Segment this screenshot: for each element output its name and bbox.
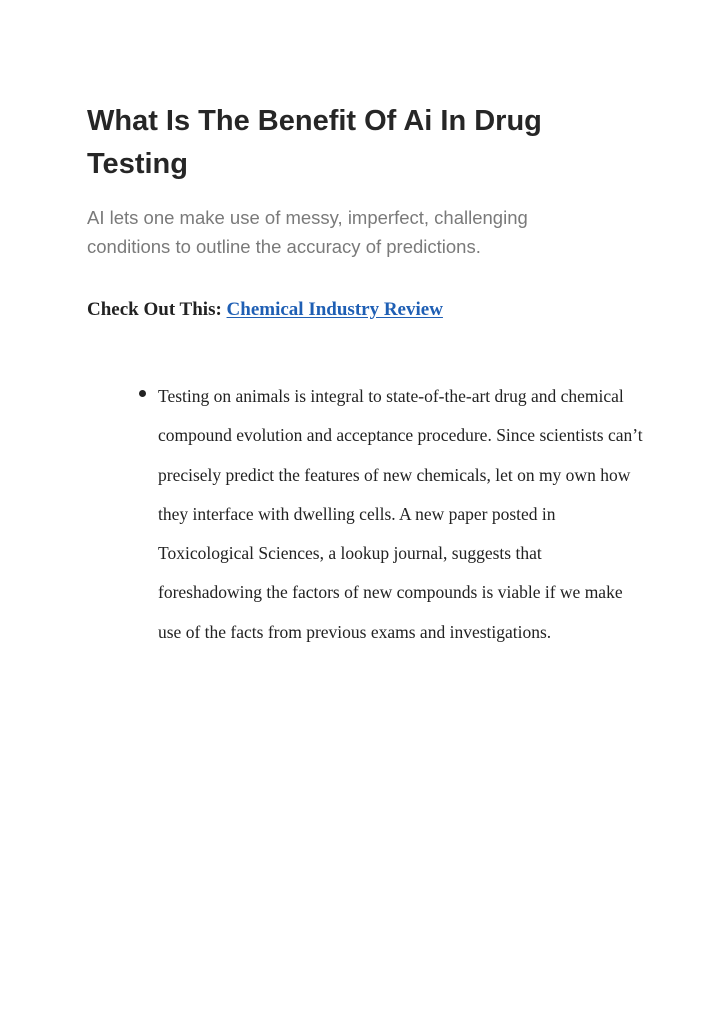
bullet-icon <box>139 390 146 397</box>
bullet-text: Testing on animals is integral to state-of-the-art drug and chemical compound evolution and acceptance procedure. Since scientists can’t precisely predict the features of new chemicals, let on my own how they interface with dwelling cells. A new paper posted in Toxicological Sciences, a lookup journal, suggests that foreshadowing the factors of new compounds is viable if we make use of the facts from previous exams and investigations. <box>158 386 643 642</box>
chemical-industry-review-link[interactable]: Chemical Industry Review <box>226 299 443 320</box>
page-title: What Is The Benefit Of Ai In Drug Testing <box>87 105 542 180</box>
bullet-list <box>87 377 647 652</box>
page-subtitle: AI lets one make use of messy, imperfect, challenging conditions to outline the accuracy of predictions. <box>87 207 528 257</box>
check-out-line <box>87 296 443 324</box>
list-item <box>87 377 647 652</box>
check-out-label: Check Out This: <box>87 299 222 320</box>
